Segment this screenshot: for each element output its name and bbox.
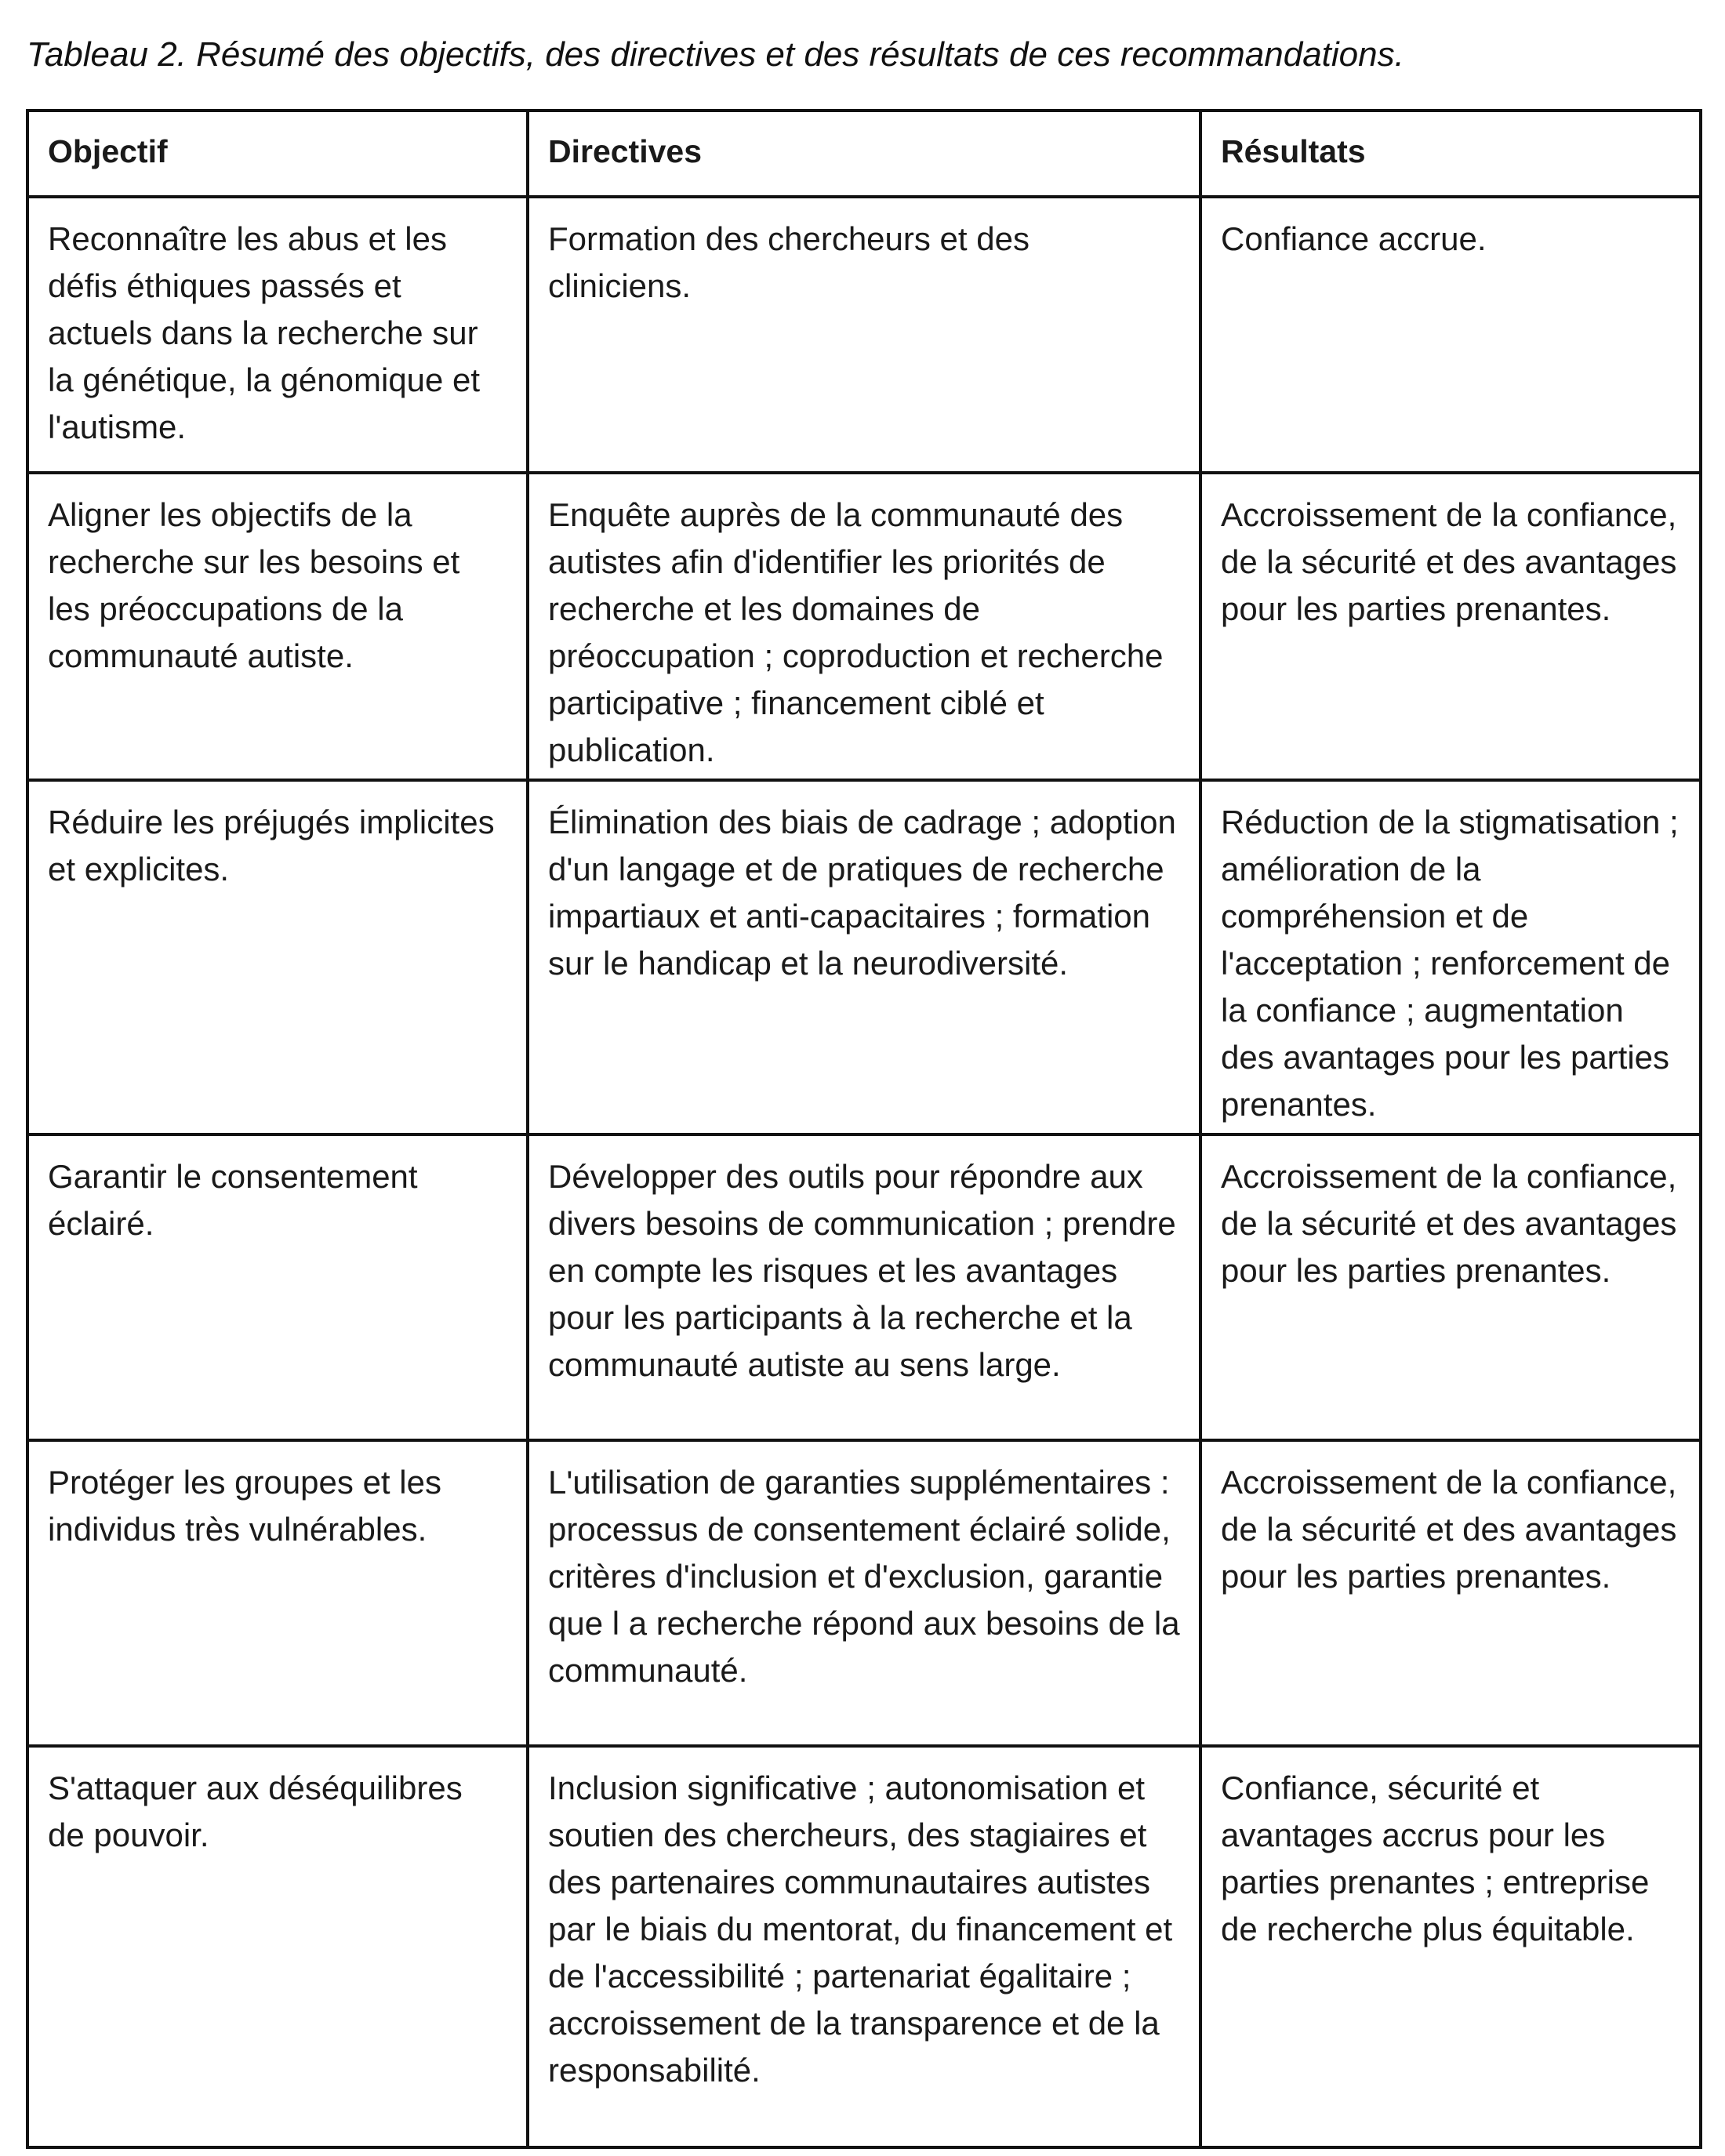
cell-resultats: Accroissement de la confiance, de la sécurité et des avantages pour les parties prenantes. [1200, 1134, 1701, 1440]
cell-resultats: Confiance, sécurité et avantages accrus pour les parties prenantes ; entreprise de recherche plus équitable. [1200, 1746, 1701, 2147]
table-row [27, 1440, 1701, 1746]
header-objectif: Objectif [27, 111, 528, 197]
cell-objectif: Réduire les préjugés implicites et explicites. [27, 780, 528, 1134]
cell-directives: Formation des chercheurs et des cliniciens. [528, 197, 1200, 473]
cell-directives: Développer des outils pour répondre aux divers besoins de communication ; prendre en compte les risques et les avantages pour les participants à la recherche et la communauté autiste au sens large. [528, 1134, 1200, 1440]
cell-resultats: Réduction de la stigmatisation ; amélioration de la compréhension et de l'acceptation ; renforcement de la confiance ; augmentation des avantages pour les parties prenantes. [1200, 780, 1701, 1134]
cell-objectif: Protéger les groupes et les individus très vulnérables. [27, 1440, 528, 1746]
cell-objectif: Aligner les objectifs de la recherche sur les besoins et les préoccupations de la communauté autiste. [27, 473, 528, 780]
table-container [26, 109, 1702, 2149]
table-header-row [27, 111, 1701, 197]
table-row [27, 197, 1701, 473]
cell-resultats: Accroissement de la confiance, de la sécurité et des avantages pour les parties prenantes. [1200, 1440, 1701, 1746]
cell-resultats: Confiance accrue. [1200, 197, 1701, 473]
table-row [27, 1134, 1701, 1440]
cell-directives: L'utilisation de garanties supplémentaires : processus de consentement éclairé solide, critères d'inclusion et d'exclusion, garantie que l a recherche répond aux besoins de la communauté. [528, 1440, 1200, 1746]
table-caption: Tableau 2. Résumé des objectifs, des directives et des résultats de ces recommandations. [27, 35, 1404, 74]
header-resultats: Résultats [1200, 111, 1701, 197]
table-row [27, 1746, 1701, 2147]
cell-objectif: Reconnaître les abus et les défis éthiques passés et actuels dans la recherche sur la génétique, la génomique et l'autisme. [27, 197, 528, 473]
cell-objectif: S'attaquer aux déséquilibres de pouvoir. [27, 1746, 528, 2147]
table-row [27, 780, 1701, 1134]
cell-directives: Inclusion significative ; autonomisation et soutien des chercheurs, des stagiaires et des partenaires communautaires autistes par le biais du mentorat, du financement et de l'accessibilité ; partenariat égalitaire ; accroissement de la transparence et de la responsabilité. [528, 1746, 1200, 2147]
cell-directives: Enquête auprès de la communauté des autistes afin d'identifier les priorités de recherche et les domaines de préoccupation ; coproduction et recherche participative ; financement ciblé et publication. [528, 473, 1200, 780]
cell-objectif: Garantir le consentement éclairé. [27, 1134, 528, 1440]
table-row [27, 473, 1701, 780]
cell-resultats: Accroissement de la confiance, de la sécurité et des avantages pour les parties prenantes. [1200, 473, 1701, 780]
recommendations-table [26, 109, 1702, 2149]
header-directives: Directives [528, 111, 1200, 197]
cell-directives: Élimination des biais de cadrage ; adoption d'un langage et de pratiques de recherche impartiaux et anti-capacitaires ; formation sur le handicap et la neurodiversité. [528, 780, 1200, 1134]
